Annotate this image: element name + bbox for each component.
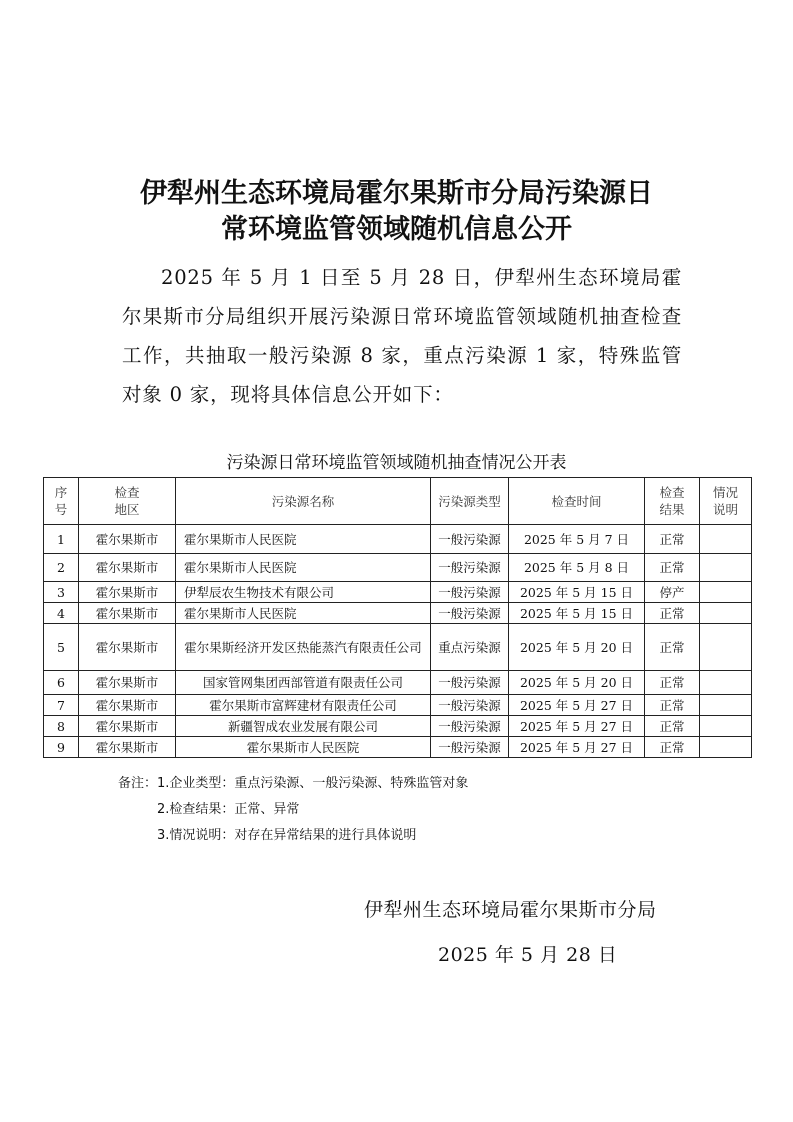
cell-time: 2025 年 5 月 27 日 — [509, 737, 645, 758]
intro-paragraph: 2025 年 5 月 1 日至 5 月 28 日，伊犁州生态环境局霍尔果斯市分局组织开展污染源日常环境监管领域随机抽查检查工作，共抽取一般污染源 8 家，重点污染源 1 家，特殊监管对象 0 家，现将具体信息公开如下： — [122, 266, 682, 406]
cell-time: 2025 年 5 月 7 日 — [509, 525, 645, 554]
cell-area: 霍尔果斯市 — [79, 554, 176, 582]
remarks — [118, 771, 468, 849]
cell-note — [700, 624, 752, 671]
table-row — [44, 603, 752, 624]
cell-type: 一般污染源 — [431, 695, 509, 716]
table-row — [44, 695, 752, 716]
cell-name: 新疆智成农业发展有限公司 — [176, 716, 431, 737]
cell-note — [700, 695, 752, 716]
header-type: 污染源类型 — [431, 478, 509, 525]
cell-note — [700, 525, 752, 554]
cell-result: 正常 — [645, 554, 700, 582]
cell-seq: 6 — [44, 671, 79, 695]
cell-seq: 8 — [44, 716, 79, 737]
cell-seq: 7 — [44, 695, 79, 716]
cell-name: 国家管网集团西部管道有限责任公司 — [176, 671, 431, 695]
cell-type: 一般污染源 — [431, 716, 509, 737]
cell-result: 正常 — [645, 603, 700, 624]
cell-time: 2025 年 5 月 27 日 — [509, 716, 645, 737]
cell-area: 霍尔果斯市 — [79, 671, 176, 695]
table-row — [44, 624, 752, 671]
cell-result: 停产 — [645, 582, 700, 603]
cell-type: 一般污染源 — [431, 554, 509, 582]
table-header-row — [44, 478, 752, 525]
cell-type: 一般污染源 — [431, 603, 509, 624]
cell-name: 霍尔果斯市人民医院 — [176, 554, 431, 582]
header-result: 检查 结果 — [645, 478, 700, 525]
header-name: 污染源名称 — [176, 478, 431, 525]
cell-seq: 2 — [44, 554, 79, 582]
title-line-1: 伊犁州生态环境局霍尔果斯市分局污染源日 — [140, 178, 653, 209]
cell-name: 霍尔果斯市人民医院 — [176, 525, 431, 554]
cell-type: 重点污染源 — [431, 624, 509, 671]
cell-note — [700, 582, 752, 603]
cell-area: 霍尔果斯市 — [79, 695, 176, 716]
table-row — [44, 671, 752, 695]
title-line-2: 常环境监管领域随机信息公开 — [221, 214, 572, 245]
cell-time: 2025 年 5 月 27 日 — [509, 695, 645, 716]
table-row — [44, 582, 752, 603]
signature-date: 2025 年 5 月 28 日 — [438, 944, 618, 966]
table-row — [44, 737, 752, 758]
cell-seq: 4 — [44, 603, 79, 624]
document-title — [0, 176, 793, 248]
cell-area: 霍尔果斯市 — [79, 716, 176, 737]
cell-name: 霍尔果斯市人民医院 — [176, 603, 431, 624]
cell-result: 正常 — [645, 671, 700, 695]
remark-line-1: 备注：1.企业类型：重点污染源、一般污染源、特殊监管对象 — [118, 776, 469, 791]
header-seq: 序 号 — [44, 478, 79, 525]
cell-note — [700, 554, 752, 582]
cell-time: 2025 年 5 月 8 日 — [509, 554, 645, 582]
cell-time: 2025 年 5 月 15 日 — [509, 603, 645, 624]
cell-time: 2025 年 5 月 20 日 — [509, 624, 645, 671]
table-row — [44, 525, 752, 554]
table-row — [44, 554, 752, 582]
cell-type: 一般污染源 — [431, 737, 509, 758]
cell-note — [700, 716, 752, 737]
table-row — [44, 716, 752, 737]
cell-seq: 9 — [44, 737, 79, 758]
cell-seq: 3 — [44, 582, 79, 603]
cell-seq: 5 — [44, 624, 79, 671]
cell-result: 正常 — [645, 716, 700, 737]
cell-result: 正常 — [645, 695, 700, 716]
cell-area: 霍尔果斯市 — [79, 525, 176, 554]
table-title: 污染源日常环境监管领域随机抽查情况公开表 — [226, 453, 567, 473]
cell-name: 霍尔果斯市富辉建材有限责任公司 — [176, 695, 431, 716]
cell-type: 一般污染源 — [431, 582, 509, 603]
cell-name: 霍尔果斯市人民医院 — [176, 737, 431, 758]
header-time: 检查时间 — [509, 478, 645, 525]
cell-seq: 1 — [44, 525, 79, 554]
cell-area: 霍尔果斯市 — [79, 582, 176, 603]
cell-time: 2025 年 5 月 20 日 — [509, 671, 645, 695]
cell-result: 正常 — [645, 737, 700, 758]
cell-result: 正常 — [645, 525, 700, 554]
cell-area: 霍尔果斯市 — [79, 624, 176, 671]
header-area: 检查 地区 — [79, 478, 176, 525]
cell-area: 霍尔果斯市 — [79, 603, 176, 624]
cell-type: 一般污染源 — [431, 671, 509, 695]
remark-line-3: 3.情况说明：对存在异常结果的进行具体说明 — [157, 828, 417, 843]
cell-type: 一般污染源 — [431, 525, 509, 554]
cell-note — [700, 671, 752, 695]
cell-result: 正常 — [645, 624, 700, 671]
cell-note — [700, 603, 752, 624]
inspection-table — [43, 477, 752, 758]
header-note: 情况 说明 — [700, 478, 752, 525]
signature-organization: 伊犁州生态环境局霍尔果斯市分局 — [364, 899, 657, 921]
remark-line-2: 2.检查结果：正常、异常 — [157, 802, 300, 817]
cell-area: 霍尔果斯市 — [79, 737, 176, 758]
cell-name: 霍尔果斯经济开发区热能蒸汽有限责任公司 — [176, 624, 431, 671]
cell-name: 伊犁辰农生物技术有限公司 — [176, 582, 431, 603]
cell-note — [700, 737, 752, 758]
cell-time: 2025 年 5 月 15 日 — [509, 582, 645, 603]
